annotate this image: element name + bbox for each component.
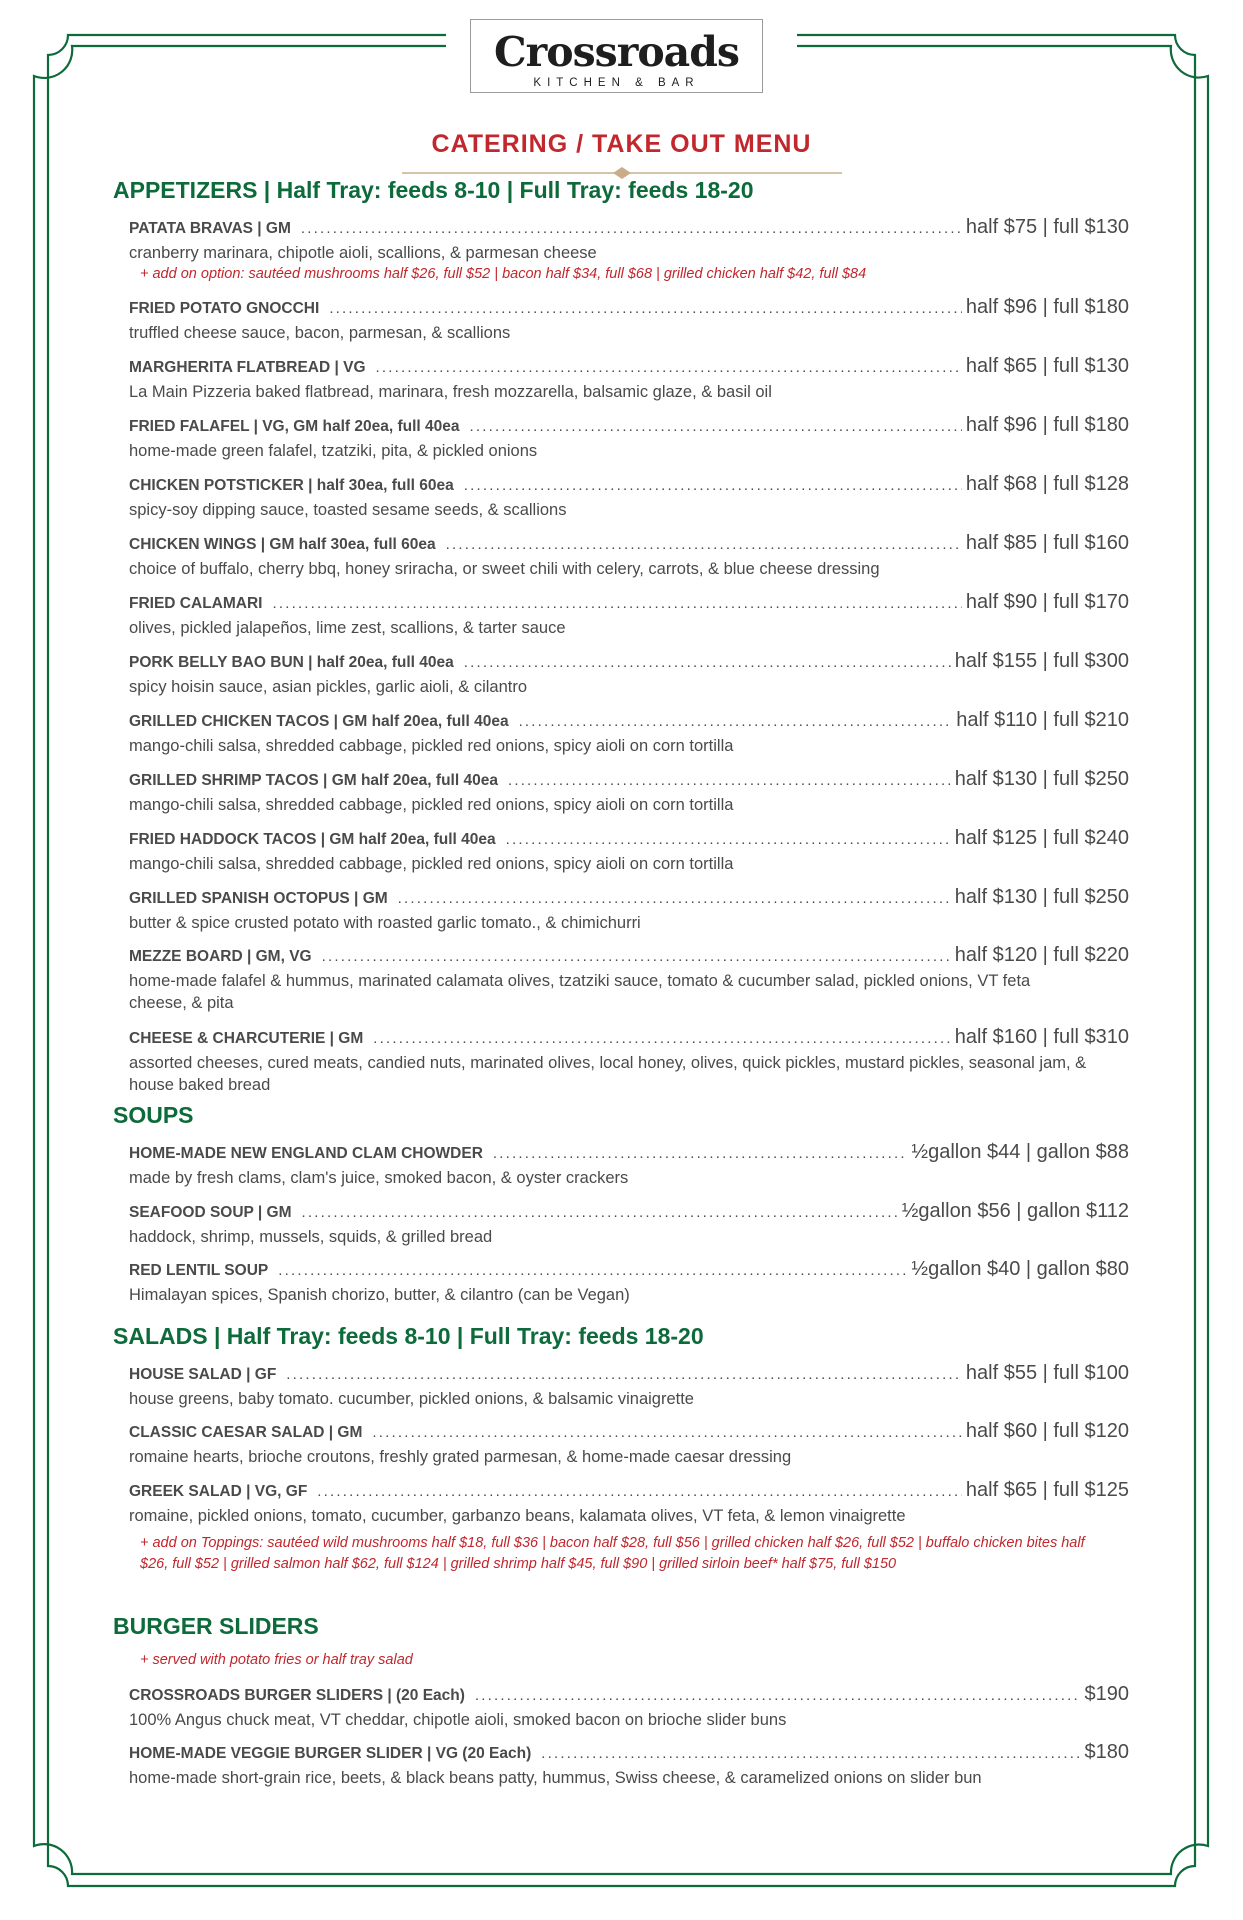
dot-leader bbox=[506, 831, 951, 848]
item-price: half $110 | full $210 bbox=[956, 709, 1129, 731]
dot-leader bbox=[519, 713, 953, 730]
item-price: $190 bbox=[1084, 1683, 1129, 1705]
logo-subtitle: KITCHEN & BAR bbox=[533, 77, 700, 89]
dot-leader bbox=[329, 300, 962, 317]
item-name: CHEESE & CHARCUTERIE | GM bbox=[129, 1030, 364, 1047]
item-price: half $125 | full $240 bbox=[954, 827, 1129, 849]
item-description: made by fresh clams, clam's juice, smoked bacon, & oyster crackers bbox=[129, 1169, 629, 1187]
item-price: half $65 | full $130 bbox=[965, 355, 1129, 377]
dot-leader bbox=[464, 477, 962, 494]
item-description: olives, pickled jalapeños, lime zest, scallions, & tarter sauce bbox=[129, 619, 566, 637]
menu-item bbox=[129, 216, 1129, 264]
item-description: choice of buffalo, cherry bbq, honey sriracha, or sweet chili with celery, carrots, & blue cheese dressing bbox=[129, 560, 880, 578]
menu-item bbox=[129, 1479, 1129, 1527]
menu-item bbox=[129, 886, 1129, 934]
item-price: half $160 | full $310 bbox=[954, 1026, 1129, 1048]
dot-leader bbox=[372, 1424, 961, 1441]
item-description: home-made falafel & hummus, marinated calamata olives, tzatziki sauce, tomato & cucumber salad, pickled onions, VT feta cheese, & pita bbox=[129, 972, 1031, 1012]
menu-item bbox=[129, 1741, 1129, 1789]
menu-item bbox=[129, 296, 1129, 344]
dot-leader bbox=[470, 418, 962, 435]
menu-item bbox=[129, 355, 1129, 403]
item-name: FRIED CALAMARI bbox=[129, 595, 263, 612]
item-description: spicy hoisin sauce, asian pickles, garlic aioli, & cilantro bbox=[129, 678, 528, 696]
item-description: assorted cheeses, cured meats, candied nuts, marinated olives, local honey, olives, quick pickles, mustard pickles, seasonal jam, & house baked bread bbox=[129, 1054, 1087, 1094]
item-price: half $68 | full $128 bbox=[965, 473, 1129, 495]
item-description: truffled cheese sauce, bacon, parmesan, & scallions bbox=[129, 324, 511, 342]
item-name: GRILLED SPANISH OCTOPUS | GM bbox=[129, 890, 388, 907]
menu-item bbox=[129, 473, 1129, 521]
menu-item bbox=[129, 1683, 1129, 1731]
item-price: half $155 | full $300 bbox=[954, 650, 1129, 672]
item-price: half $96 | full $180 bbox=[965, 414, 1129, 436]
menu-item bbox=[129, 1362, 1129, 1410]
item-name: GRILLED CHICKEN TACOS | GM half 20ea, full 40ea bbox=[129, 713, 509, 730]
item-description: home-made green falafel, tzatziki, pita, & pickled onions bbox=[129, 442, 538, 460]
add-on-note: + add on option: sautéed mushrooms half $26, full $52 | bacon half $34, full $68 | grilled chicken half $42, full $84 bbox=[140, 266, 867, 282]
section-title-burgers: BURGER SLIDERS bbox=[113, 1613, 319, 1639]
item-name: HOME-MADE NEW ENGLAND CLAM CHOWDER bbox=[129, 1145, 483, 1162]
item-description: haddock, shrimp, mussels, squids, & grilled bread bbox=[129, 1228, 493, 1246]
menu-item bbox=[129, 1026, 1129, 1096]
dot-leader bbox=[475, 1687, 1081, 1704]
item-name: CHICKEN WINGS | GM half 30ea, full 60ea bbox=[129, 536, 436, 553]
dot-leader bbox=[398, 890, 951, 907]
menu-item bbox=[129, 944, 1129, 1014]
menu-item bbox=[129, 709, 1129, 757]
item-price: half $96 | full $180 bbox=[965, 296, 1129, 318]
item-price: half $65 | full $125 bbox=[965, 1479, 1129, 1501]
item-name: FRIED HADDOCK TACOS | GM half 20ea, full 40ea bbox=[129, 831, 496, 848]
item-name: HOME-MADE VEGGIE BURGER SLIDER | VG (20 Each) bbox=[129, 1745, 532, 1762]
item-name: CHICKEN POTSTICKER | half 30ea, full 60ea bbox=[129, 477, 454, 494]
item-name: MARGHERITA FLATBREAD | VG bbox=[129, 359, 366, 376]
section-title-soups: SOUPS bbox=[113, 1102, 194, 1128]
dot-leader bbox=[286, 1366, 962, 1383]
item-price: half $130 | full $250 bbox=[954, 768, 1129, 790]
menu-title: CATERING / TAKE OUT MENU bbox=[431, 130, 812, 158]
menu-item bbox=[129, 827, 1129, 875]
menu-item bbox=[129, 1420, 1129, 1468]
dot-leader bbox=[322, 948, 951, 965]
menu-item bbox=[129, 591, 1129, 639]
menu-item bbox=[129, 650, 1129, 698]
item-price: half $60 | full $120 bbox=[965, 1420, 1129, 1442]
item-name: SEAFOOD SOUP | GM bbox=[129, 1204, 292, 1221]
item-description: La Main Pizzeria baked flatbread, marinara, fresh mozzarella, balsamic glaze, & basil oil bbox=[129, 383, 772, 401]
menu-item bbox=[129, 768, 1129, 816]
item-name: MEZZE BOARD | GM, VG bbox=[129, 948, 312, 965]
dot-leader bbox=[317, 1483, 962, 1500]
item-name: CLASSIC CAESAR SALAD | GM bbox=[129, 1424, 363, 1441]
item-name: FRIED POTATO GNOCCHI bbox=[129, 300, 320, 317]
item-price: ½gallon $40 | gallon $80 bbox=[911, 1258, 1129, 1280]
item-description: mango-chili salsa, shredded cabbage, pickled red onions, spicy aioli on corn tortilla bbox=[129, 855, 734, 873]
menu-item bbox=[129, 1200, 1129, 1248]
item-name: PORK BELLY BAO BUN | half 20ea, full 40ea bbox=[129, 654, 454, 671]
item-price: $180 bbox=[1084, 1741, 1129, 1763]
dot-leader bbox=[301, 220, 962, 237]
item-description: house greens, baby tomato. cucumber, pickled onions, & balsamic vinaigrette bbox=[129, 1390, 694, 1408]
menu-item bbox=[129, 1141, 1129, 1189]
item-description: cranberry marinara, chipotle aioli, scallions, & parmesan cheese bbox=[129, 244, 597, 262]
item-price: half $55 | full $100 bbox=[965, 1362, 1129, 1384]
item-description: mango-chili salsa, shredded cabbage, pickled red onions, spicy aioli on corn tortilla bbox=[129, 796, 734, 814]
item-price: ½gallon $44 | gallon $88 bbox=[911, 1141, 1129, 1163]
item-price: half $130 | full $250 bbox=[954, 886, 1129, 908]
dot-leader bbox=[541, 1745, 1080, 1762]
item-price: ½gallon $56 | gallon $112 bbox=[901, 1200, 1129, 1222]
item-price: half $120 | full $220 bbox=[954, 944, 1129, 966]
dot-leader bbox=[278, 1262, 907, 1279]
dot-leader bbox=[493, 1145, 908, 1162]
item-description: home-made short-grain rice, beets, & black beans patty, hummus, Swiss cheese, & caramelized onions on slider bun bbox=[129, 1769, 982, 1787]
add-on-note: + add on Toppings: sautéed wild mushrooms half $18, full $36 | bacon half $28, full $56 | grilled chicken half $26, full $52 | buffalo chicken bites half $26, full $52 | grilled salmon half $62, full $124 | grilled shrimp half $45, full $90 | grilled sirloin beef* half $75, full $150 bbox=[140, 1535, 1085, 1572]
item-name: HOUSE SALAD | GF bbox=[129, 1366, 277, 1383]
item-name: RED LENTIL SOUP bbox=[129, 1262, 269, 1279]
item-description: Himalayan spices, Spanish chorizo, butter, & cilantro (can be Vegan) bbox=[129, 1286, 630, 1304]
item-name: CROSSROADS BURGER SLIDERS | (20 Each) bbox=[129, 1687, 465, 1704]
item-name: GRILLED SHRIMP TACOS | GM half 20ea, full 40ea bbox=[129, 772, 498, 789]
menu-item bbox=[129, 532, 1129, 580]
section-title-salads: SALADS | Half Tray: feeds 8-10 | Full Tray: feeds 18-20 bbox=[113, 1323, 704, 1349]
item-description: 100% Angus chuck meat, VT cheddar, chipotle aioli, smoked bacon on brioche slider buns bbox=[129, 1711, 787, 1729]
dot-leader bbox=[508, 772, 951, 789]
item-name: PATATA BRAVAS | GM bbox=[129, 220, 291, 237]
item-description: spicy-soy dipping sauce, toasted sesame seeds, & scallions bbox=[129, 501, 567, 519]
logo bbox=[470, 19, 763, 93]
logo-name: Crossroads bbox=[493, 28, 739, 76]
dot-leader bbox=[376, 359, 962, 376]
item-price: half $90 | full $170 bbox=[965, 591, 1129, 613]
item-price: half $75 | full $130 bbox=[965, 216, 1129, 238]
item-description: butter & spice crusted potato with roasted garlic tomato., & chimichurri bbox=[129, 914, 641, 932]
dot-leader bbox=[464, 654, 951, 671]
served-with-note: + served with potato fries or half tray salad bbox=[140, 1652, 413, 1668]
item-name: FRIED FALAFEL | VG, GM half 20ea, full 40ea bbox=[129, 418, 460, 435]
dot-leader bbox=[272, 595, 961, 612]
menu-item bbox=[129, 1258, 1129, 1306]
dot-leader bbox=[446, 536, 962, 553]
section-title-appetizers: APPETIZERS | Half Tray: feeds 8-10 | Full Tray: feeds 18-20 bbox=[113, 177, 754, 203]
menu-item bbox=[129, 414, 1129, 462]
dot-leader bbox=[302, 1204, 898, 1221]
item-name: GREEK SALAD | VG, GF bbox=[129, 1483, 308, 1500]
item-description: romaine hearts, brioche croutons, freshly grated parmesan, & home-made caesar dressing bbox=[129, 1448, 792, 1466]
dot-leader bbox=[373, 1030, 951, 1047]
item-price: half $85 | full $160 bbox=[965, 532, 1129, 554]
item-description: romaine, pickled onions, tomato, cucumber, garbanzo beans, kalamata olives, VT feta, & lemon vinaigrette bbox=[129, 1507, 906, 1525]
item-description: mango-chili salsa, shredded cabbage, pickled red onions, spicy aioli on corn tortilla bbox=[129, 737, 734, 755]
